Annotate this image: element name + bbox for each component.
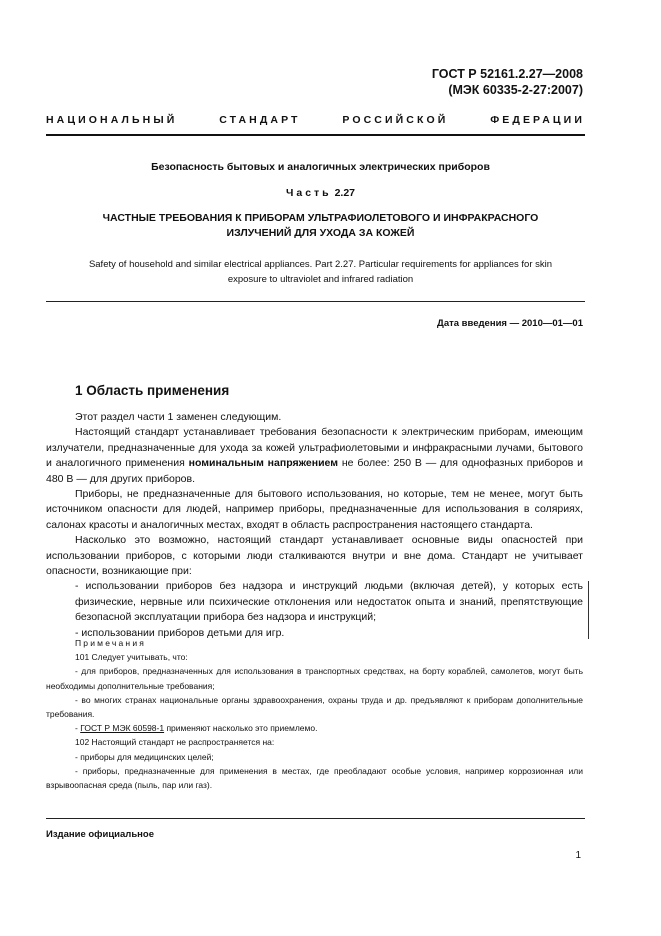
section-body <box>46 410 583 641</box>
english-title-line-1: Safety of household and similar electrical appliances. Part 2.27. Particular requirements for appliances for skin <box>88 259 553 270</box>
term-rated-voltage: номинальным напряжением <box>188 457 339 470</box>
notes-block <box>46 636 583 792</box>
banner-word-1: НАЦИОНАЛЬНЫЙ <box>46 114 178 126</box>
note-102: 102 Настоящий стандарт не распространяется на: <box>75 737 275 748</box>
document-title-line-1: ЧАСТНЫЕ ТРЕБОВАНИЯ К ПРИБОРАМ УЛЬТРАФИОЛЕТОВОГО И ИНФРАКРАСНОГО <box>102 212 539 224</box>
dash-list <box>46 579 583 641</box>
dash-item-2: - использовании приборов детьми для игр. <box>75 626 285 639</box>
page-number: 1 <box>575 850 581 861</box>
standard-code-gost: ГОСТ Р 52161.2.27—2008 <box>431 67 583 81</box>
official-edition-label: Издание официальное <box>46 829 154 840</box>
introduction-date: Дата введения — 2010—01—01 <box>437 318 583 329</box>
section-heading: 1 Область применения <box>75 383 230 398</box>
paragraph-3: Приборы, не предназначенные для бытового использования, но которые, тем не менее, могут быть источником опасности для людей, например приборы, предназначенные для использования в соляриях, салонах красоты и аналогичных местах, входят в область распространения настоящего стандарта. <box>46 488 583 531</box>
note-102-item-a: - приборы для медицинских целей; <box>75 751 214 762</box>
paragraph-2 <box>46 425 583 487</box>
english-title-line-2: exposure to ultraviolet and infrared radiation <box>227 274 414 285</box>
note-101-item-c-prefix: - <box>75 723 81 734</box>
banner-word-3: РОССИЙСКОЙ <box>342 114 449 126</box>
dash-item-1: - использовании приборов без надзора и инструкций людьми (включая детей), у которых есть физические, нервные или психические отклонения или недостаток опыта и знаний, препятствующие безопасной эксплуатации прибора без надзора и инструкций; <box>75 580 583 624</box>
document-title-line-2: ИЗЛУЧЕНИЙ ДЛЯ УХОДА ЗА КОЖЕЙ <box>226 227 415 239</box>
note-101: 101 Следует учитывать, что: <box>75 652 188 663</box>
paragraph-2-tail: не более: 250 В — для однофазных приборов и 480 В — для других приборов. <box>46 457 584 485</box>
note-101-item-b: - во многих странах национальные органы здравоохранения, охраны труда и др. предъявляют к приборам дополнительные требования. <box>46 694 583 720</box>
paragraph-2-text: Настоящий стандарт устанавливает требования безопасности к электрическим приборам, имеющим излучатели, предназначенные для ухода за кожей ультрафиолетовыми и инфракрасными лучами, бытового и аналогичного применения <box>46 426 583 470</box>
header-rule <box>46 134 585 136</box>
footer-rule <box>46 818 585 819</box>
note-101-item-c-rest: применяют насколько это приемлемо. <box>164 723 318 734</box>
english-title <box>60 257 581 287</box>
national-standard-banner <box>46 114 585 126</box>
paragraph-4: Насколько это возможно, настоящий стандарт устанавливает основные виды опасностей при использовании приборов, с которыми люди сталкиваются внутри и вне дома. Стандарт не учитывает опасности, возникающие при: <box>46 534 583 578</box>
paragraph-1: Этот раздел части 1 заменен следующим. <box>75 411 282 423</box>
note-101-item-a: - для приборов, предназначенных для использования в транспортных средствах, на борту кораблей, самолетов, могут быть необходимы дополнительные требования; <box>46 666 583 691</box>
part-number: 2.27 <box>334 187 355 199</box>
title-rule <box>46 301 585 302</box>
note-101-item-c <box>46 721 583 735</box>
banner-word-4: ФЕДЕРАЦИИ <box>490 114 585 126</box>
change-bar <box>588 581 589 639</box>
series-title: Безопасность бытовых и аналогичных электрических приборов <box>151 161 490 173</box>
banner-word-2: СТАНДАРТ <box>219 114 301 126</box>
part-label <box>60 187 581 199</box>
note-102-item-b: - приборы, предназначенные для применения в местах, где преобладают особые условия, например коррозионная или взрывоопасная среда (пыль, пар или газ). <box>46 765 583 791</box>
part-word: Часть <box>285 187 332 199</box>
document-title <box>60 211 581 241</box>
standard-code-iec: (МЭК 60335-2-27:2007) <box>448 83 583 97</box>
notes-header: Примечания <box>75 638 147 648</box>
standard-code <box>432 66 583 98</box>
gost-reference-link[interactable]: ГОСТ Р МЭК 60598-1 <box>80 723 165 734</box>
